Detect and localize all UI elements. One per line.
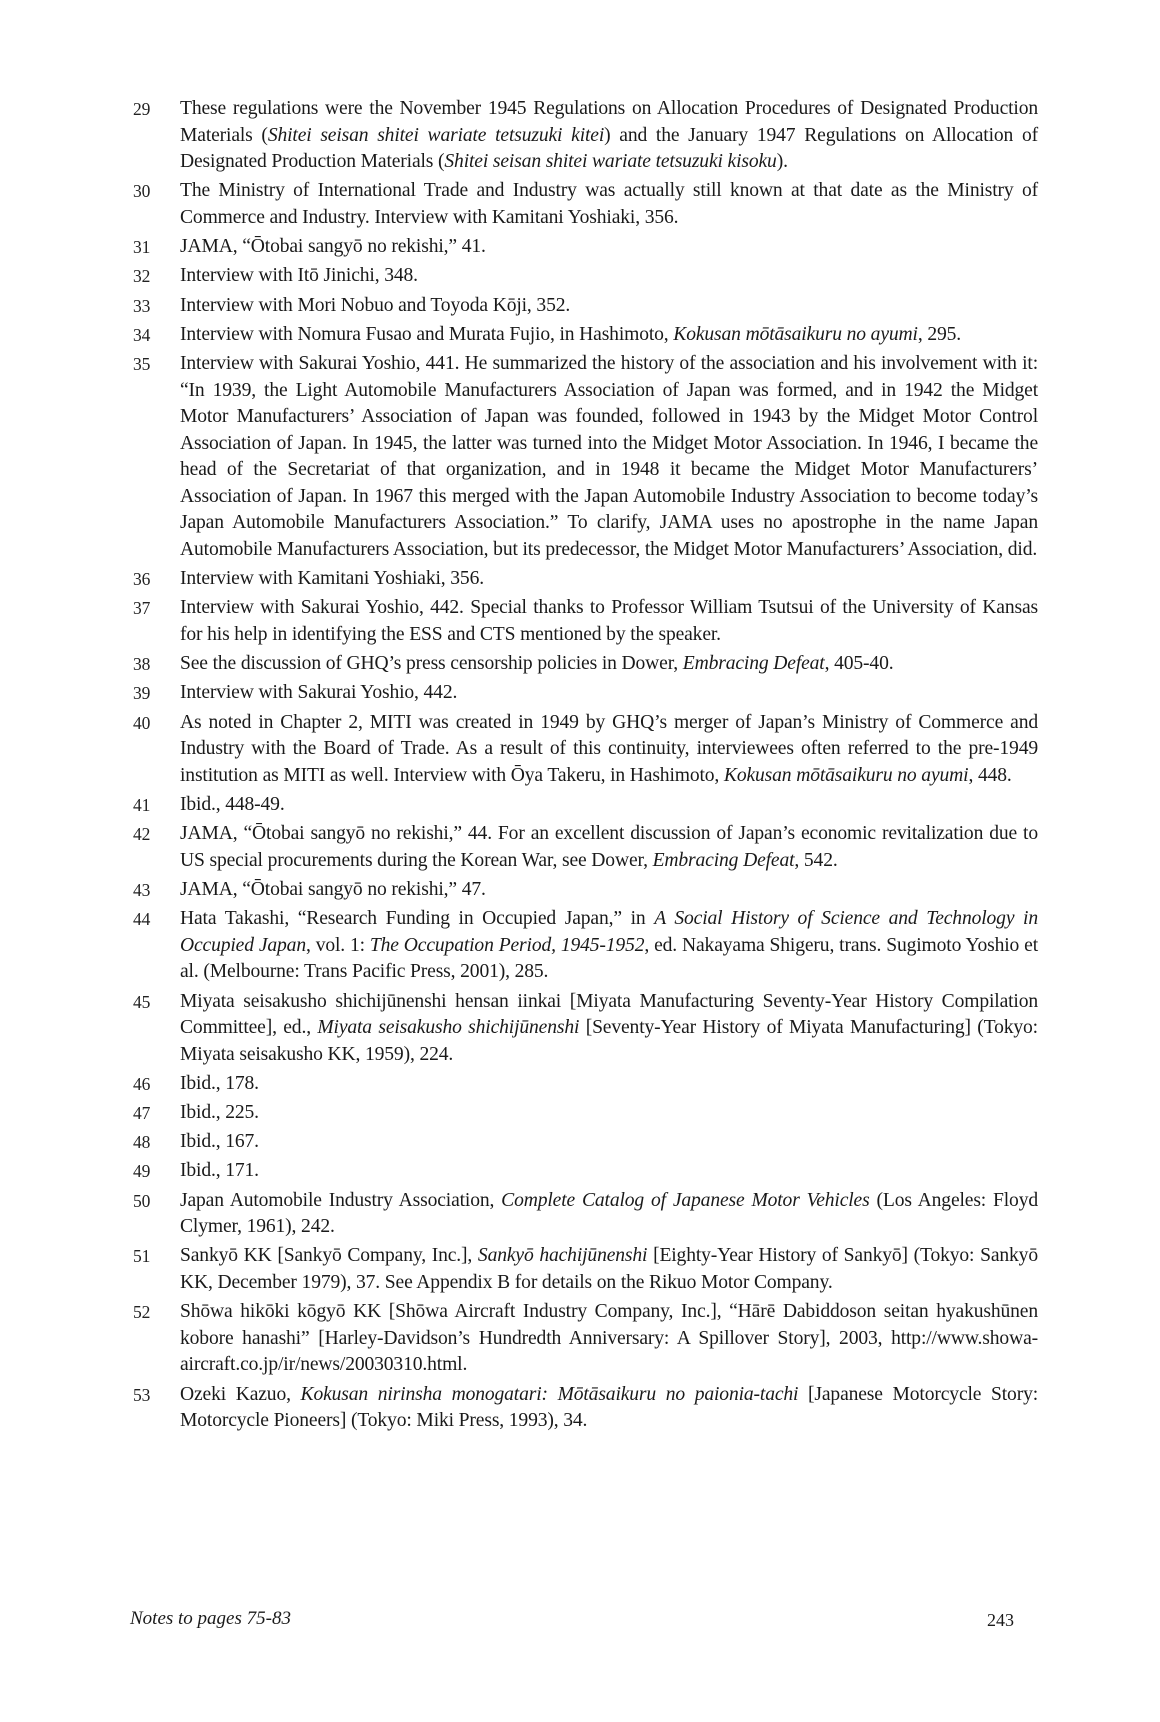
endnote-item (133, 595, 1038, 648)
endnote-text (180, 568, 484, 589)
endnote-item (133, 710, 1038, 790)
endnote-item (133, 293, 1038, 320)
endnote-number: 32 (133, 266, 151, 287)
text-run: These regulations were the November 1945 Regulations on Allocation Procedures of Designated Production Materials ( (180, 98, 1038, 146)
text-run: [Eighty-Year History of Sankyō] (Tokyo: Sankyō KK, December 1979), 37. See Appendix B for details on the Rikuo Motor Company. (180, 1245, 1038, 1293)
endnote-text (180, 1131, 259, 1152)
text-run: Interview with Itō Jinichi, 348. (180, 265, 418, 287)
endnote-number: 50 (133, 1190, 151, 1211)
text-run: Interview with Nomura Fusao and Murata Fujio, in Hashimoto, (180, 323, 674, 345)
text-run: [Japanese Motorcycle Story: Motorcycle Pioneers] (Tokyo: Miki Press, 1993), 34. (180, 1383, 1039, 1432)
endnote-text (180, 823, 1038, 871)
italic-title: A Social History of Science and Technology in Occupied Japan (180, 908, 1038, 956)
italic-title: Shitei seisan shitei wariate tetsuzuki kisoku (444, 151, 777, 173)
italic-title: Shitei seisan shitei wariate tetsuzuki kitei (267, 124, 605, 146)
endnote-item (133, 263, 1038, 290)
text-run: , vol. 1: (305, 934, 370, 956)
italic-title: Kokusan mōtāsaikuru no ayumi (673, 323, 918, 345)
endnote-item (133, 651, 1038, 678)
endnote-number: 48 (133, 1132, 151, 1153)
endnote-number: 52 (133, 1302, 151, 1323)
text-run: (Los Angeles: Floyd Clymer, 1961), 242. (180, 1189, 1038, 1238)
endnote-text (180, 1190, 1038, 1238)
text-run: Sankyō KK [Sankyō Company, Inc.], (180, 1245, 478, 1267)
endnote-number: 43 (133, 879, 151, 900)
endnote-item (133, 989, 1038, 1069)
endnote-item (133, 1071, 1038, 1098)
endnote-number: 42 (133, 824, 151, 845)
text-run: Interview with Kamitani Yoshiaki, 356. (180, 568, 484, 590)
endnote-number: 30 (133, 181, 151, 202)
italic-title: Complete Catalog of Japanese Motor Vehicles (501, 1189, 870, 1211)
italic-title: Kokusan nirinsha monogatari: Mōtāsaikuru no paionia-tachi (300, 1383, 799, 1405)
endnote-text (180, 98, 1038, 172)
endnote-item (133, 1382, 1038, 1435)
endnote-number: 40 (133, 712, 151, 733)
text-run: ). (776, 151, 788, 173)
endnote-number: 49 (133, 1161, 151, 1182)
endnote-text (180, 1073, 259, 1094)
endnote-number: 35 (133, 353, 151, 374)
endnote-number: 33 (133, 295, 151, 316)
endnote-number: 37 (133, 598, 151, 619)
text-run: JAMA, “Ōtobai sangyō no rekishi,” 41. (180, 236, 486, 258)
text-run: Interview with Sakurai Yoshio, 441. He summarized the history of the association and his involvement with it: “In 1939, the Light Automobile Manufacturers Association of Japan was formed, and in 1942 the Midget Motor Manufacturers’ Association of Japan was founded, followed in 1943 by the Midget Motor Control Association of Japan. In 1945, the latter was turned into the Midget Motor Association. In 1946, I became the head of the Secretariat of that organization, and in 1948 it became the Midget Motor Manufacturers’ Association of Japan. In 1967 this merged with the Japan Automobile Industry Association to become today’s Japan Automobile Manufacturers Association.” To clarify, JAMA uses no apostrophe in the name Japan Automobile Manufacturers Association, but its predecessor, the Midget Motor Manufacturers’ Association, did. (180, 352, 1038, 561)
endnote-text (180, 908, 1038, 982)
endnote-text (180, 180, 1038, 228)
endnote-item (133, 877, 1038, 904)
endnote-item (133, 96, 1038, 176)
endnote-text (180, 1245, 1038, 1293)
endnote-item (133, 1299, 1038, 1379)
endnote-item (133, 566, 1038, 593)
endnote-number: 29 (133, 99, 151, 119)
endnote-number: 39 (133, 683, 151, 704)
text-run: Interview with Sakurai Yoshio, 442. Special thanks to Professor William Tsutsui of the University of Kansas for his help in identifying the ESS and CTS mentioned by the speaker. (180, 597, 1038, 646)
text-run: ) and the January 1947 Regulations on Allocation of Designated Production Materials ( (180, 124, 1038, 173)
endnote-text (180, 265, 418, 286)
text-run: See the discussion of GHQ’s press censorship policies in Dower, (180, 653, 683, 675)
endnote-text (180, 597, 1038, 645)
endnote-number: 46 (133, 1073, 151, 1094)
italic-title: The Occupation Period, 1945-1952 (369, 934, 645, 956)
text-run: Ibid., 225. (180, 1102, 259, 1124)
endnote-item (133, 1188, 1038, 1241)
text-run: Japan Automobile Industry Association, (180, 1189, 502, 1211)
text-run: Interview with Sakurai Yoshio, 442. (180, 682, 458, 704)
text-run: , 542. (794, 849, 838, 871)
endnote-text (180, 1102, 259, 1123)
endnote-number: 36 (133, 569, 151, 590)
endnote-number: 34 (133, 324, 151, 345)
text-run: , ed. Nakayama Shigeru, trans. Sugimoto Yoshio et al. (Melbourne: Trans Pacific Press, 2001), 285. (180, 934, 1039, 983)
text-run: Ibid., 171. (180, 1160, 259, 1182)
endnote-number: 53 (133, 1384, 151, 1405)
text-run: , 405-40. (824, 653, 894, 675)
endnote-item (133, 322, 1038, 349)
text-run: The Ministry of International Trade and Industry was actually still known at that date as the Ministry of Commerce and Industry. Interview with Kamitani Yoshiaki, 356. (180, 180, 1038, 228)
endnote-text (180, 1301, 1038, 1375)
text-run: Miyata seisakusho shichijūnenshi hensan iinkai [Miyata Manufacturing Seventy-Year History Compilation Committee], ed., (180, 990, 1038, 1039)
text-run: JAMA, “Ōtobai sangyō no rekishi,” 47. (180, 878, 486, 900)
endnote-item (133, 351, 1038, 564)
italic-title: Miyata seisakusho shichijūnenshi (317, 1017, 580, 1039)
endnote-number: 44 (133, 909, 151, 930)
italic-title: Embracing Defeat (652, 849, 795, 871)
endnote-text (180, 295, 570, 316)
endnotes-list (133, 96, 1038, 1437)
endnote-text (180, 879, 486, 900)
endnote-number: 41 (133, 794, 151, 815)
endnote-text (180, 653, 893, 674)
endnote-number: 45 (133, 991, 151, 1012)
text-run: Ibid., 167. (180, 1131, 259, 1153)
italic-title: Embracing Defeat (682, 653, 825, 675)
italic-title: Kokusan mōtāsaikuru no ayumi (723, 764, 969, 786)
text-run: Ibid., 178. (180, 1072, 259, 1094)
endnote-number: 47 (133, 1103, 151, 1124)
endnote-number: 38 (133, 654, 151, 675)
endnote-text (180, 353, 1038, 560)
text-run: , 295. (917, 323, 962, 345)
endnote-number: 51 (133, 1246, 151, 1267)
endnote-text (180, 1384, 1038, 1432)
endnote-item (133, 1100, 1038, 1127)
text-run: As noted in Chapter 2, MITI was created in 1949 by GHQ’s merger of Japan’s Ministry of Commerce and Industry with the Board of Trade. As a result of this continuity, interviewees often referred to the pre-1949 institution as MITI as well. Interview with Ōya Takeru, in Hashimoto, (180, 711, 1038, 786)
endnote-text (180, 682, 457, 703)
endnote-text (180, 712, 1038, 786)
endnote-text (180, 794, 285, 815)
endnote-item (133, 178, 1038, 231)
endnote-item (133, 906, 1038, 986)
text-run: Shōwa hikōki kōgyō KK [Shōwa Aircraft Industry Company, Inc.], “Hārē Dabiddoson seitan hyakushūnen kobore hanashi” [Harley-Davidson’s Hundredth Anniversary: A Spillover Story], 2003, http://www.showa-aircraft.co.jp/ir/news/20030310.html. (180, 1301, 1038, 1376)
text-run: Interview with Mori Nobuo and Toyoda Kōji, 352. (180, 294, 571, 316)
text-run: [Seventy-Year History of Miyata Manufacturing] (Tokyo: Miyata seisakusho KK, 1959), 224. (180, 1017, 1038, 1065)
italic-title: Sankyō hachijūnenshi (477, 1245, 648, 1267)
endnote-text (180, 236, 486, 257)
endnote-text (180, 1160, 259, 1181)
endnote-item (133, 821, 1038, 874)
text-run: Hata Takashi, “Research Funding in Occupied Japan,” in (180, 908, 655, 930)
text-run: Ozeki Kazuo, (180, 1383, 301, 1405)
endnote-text (180, 991, 1038, 1065)
endnote-item (133, 680, 1038, 707)
page-number: 243 (987, 1610, 1014, 1630)
text-run: , 448. (968, 764, 1012, 786)
endnote-item (133, 1243, 1038, 1296)
running-footer-title: Notes to pages 75-83 (130, 1608, 291, 1629)
endnote-item (133, 1158, 1038, 1185)
text-run: JAMA, “Ōtobai sangyō no rekishi,” 44. For an excellent discussion of Japan’s economic revitalization due to US special procurements during the Korean War, see Dower, (180, 823, 1038, 871)
endnote-item (133, 1129, 1038, 1156)
endnote-number: 31 (133, 237, 151, 258)
endnote-text (180, 324, 961, 345)
text-run: Ibid., 448-49. (180, 793, 285, 815)
endnote-item (133, 792, 1038, 819)
endnote-item (133, 234, 1038, 261)
